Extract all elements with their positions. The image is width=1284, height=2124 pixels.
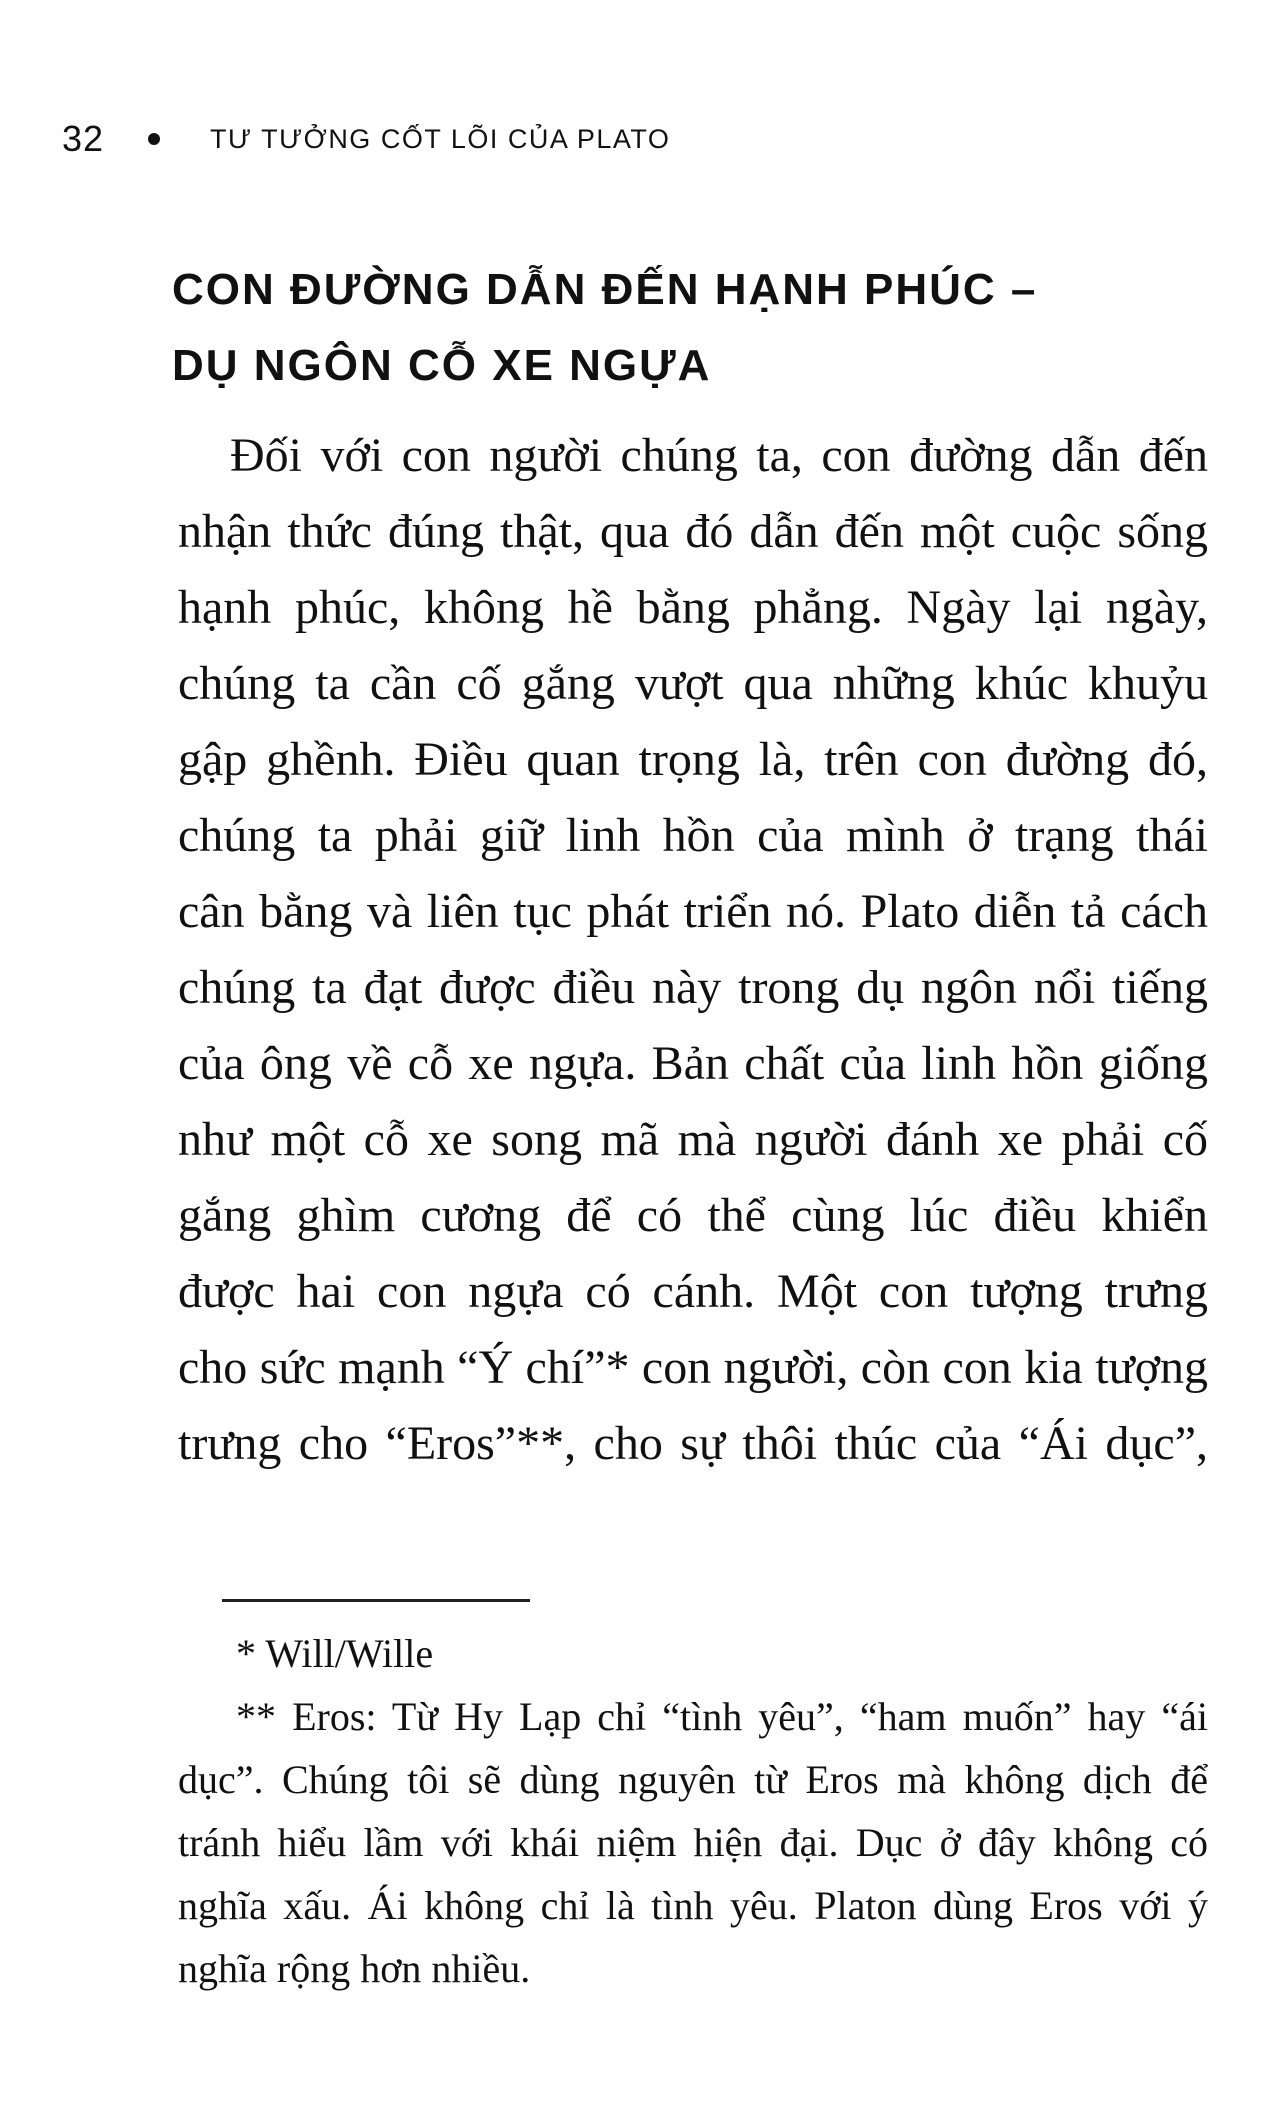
footnote-divider [222,1599,530,1602]
body-line: được hai con ngựa có cánh. Một con tượng trưng [178,1265,1208,1318]
body-line: hạnh phúc, không hề bằng phẳng. Ngày lại ngày, [178,581,1208,634]
body-line: gập ghềnh. Điều quan trọng là, trên con đường đó, [178,733,1208,786]
section-title [172,252,1172,404]
body-line: Đối với con người chúng ta, con đường dẫn đến [230,429,1208,482]
footnote-2-line: nghĩa xấu. Ái không chỉ là tình yêu. Platon dùng Eros với ý [178,1883,1208,1928]
body-line: như một cỗ xe song mã mà người đánh xe phải cố [178,1113,1208,1166]
footnote-1: * Will/Wille [236,1631,434,1676]
body-paragraph [178,418,1208,1482]
body-line: chúng ta đạt được điều này trong dụ ngôn nổi tiếng [178,961,1208,1014]
body-line: cho sức mạnh “Ý chí”* con người, còn con kia tượng [178,1341,1208,1394]
section-title-line-2: DỤ NGÔN CỖ XE NGỰA [172,341,712,390]
footnote-2-line: dục”. Chúng tôi sẽ dùng nguyên từ Eros mà không dịch để [178,1757,1208,1802]
body-line: nhận thức đúng thật, qua đó dẫn đến một cuộc sống [178,505,1208,558]
footnotes [178,1622,1208,2000]
body-line: cân bằng và liên tục phát triển nó. Plato diễn tả cách [178,885,1208,938]
bullet-icon [148,133,160,145]
running-header [62,118,670,160]
body-line: chúng ta cần cố gắng vượt qua những khúc khuỷu [178,657,1208,710]
section-title-line-1: CON ĐƯỜNG DẪN ĐẾN HẠNH PHÚC – [172,265,1038,314]
footnote-2-line: ** Eros: Từ Hy Lạp chỉ “tình yêu”, “ham muốn” hay “ái [236,1694,1208,1739]
body-line: của ông về cỗ xe ngựa. Bản chất của linh hồn giống [178,1037,1208,1090]
page-number: 32 [62,118,105,159]
body-line: trưng cho “Eros”**, cho sự thôi thúc của “Ái dục”, [178,1417,1208,1470]
book-title: TƯ TƯỞNG CỐT LÕI CỦA PLATO [210,123,671,154]
footnote-2-line: tránh hiểu lầm với khái niệm hiện đại. Dục ở đây không có [178,1820,1208,1865]
body-line: chúng ta phải giữ linh hồn của mình ở trạng thái [178,809,1208,862]
footnote-2-line: nghĩa rộng hơn nhiều. [178,1946,531,1991]
body-line: gắng ghìm cương để có thể cùng lúc điều khiển [178,1189,1208,1242]
